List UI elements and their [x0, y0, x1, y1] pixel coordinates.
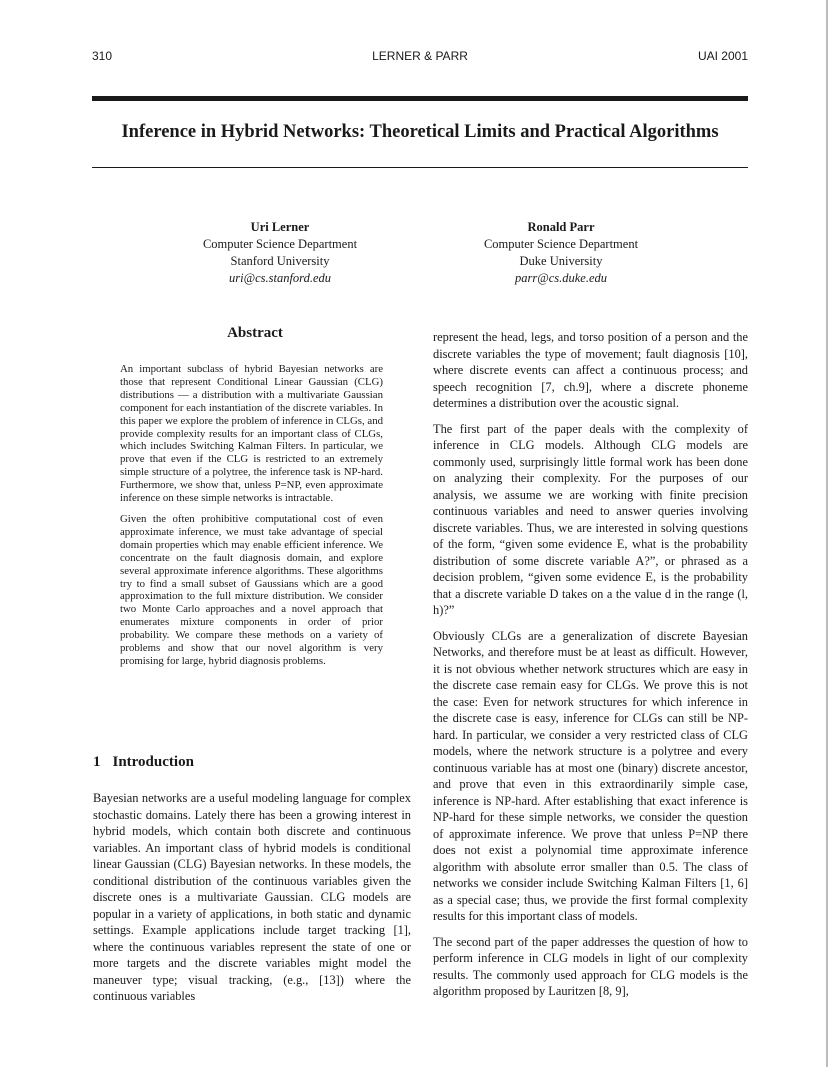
author-email: parr@cs.duke.edu — [514, 271, 608, 285]
section-number: 1 — [93, 754, 101, 770]
author-email: uri@cs.stanford.edu — [228, 271, 331, 285]
author-department: Computer Science Department — [483, 237, 639, 251]
venue-label: UAI 2001 — [697, 49, 748, 63]
author-block-2 — [431, 219, 691, 287]
author-institution: Duke University — [519, 254, 603, 268]
body-paragraph: The second part of the paper addresses the question of how to perform inference in CLG models in light of our complexity results. The commonly used approach for CLG models is the algorithm proposed by Lauritzen [8, 9], — [433, 934, 748, 998]
title-rule-bottom — [92, 167, 748, 168]
body-paragraph: The first part of the paper deals with the complexity of inference in CLG models. Although CLG models are commonly used, surprisingly little formal work has been done on analyzing their complexity. For the purposes of our analysis, we assume we are working with finite precision continuous variables and need to answer queries involving discrete variables. Thus, we are interested in solving questions of the form, “given some evidence E, what is the probability distribution of some discrete variable A?”, or phrased as a decision problem, “given some evidence E, is the probability that a discrete variable D takes on a the value d in the range (l, h)?” — [433, 421, 748, 617]
abstract-paragraph: Given the often prohibitive computational cost of even approximate inference, we must take advantage of special domain properties which may enable efficient inference. We concentrate on the fault diagnosis domain, and explore several approximate inference algorithms. These algorithms try to find a small subset of Gaussians which are a good approximation to the full mixture distribution. We consider two Monte Carlo approaches and a novel approach that enumerates mixture components in order of prior probability. We compare these methods on a variety of problems and show that our novel algorithm is very promising for large, hybrid diagnosis problems. — [120, 512, 383, 667]
running-title: LERNER & PARR — [372, 49, 468, 63]
body-paragraph: represent the head, legs, and torso position of a person and the discrete variables the type of movement; fault diagnosis [10], where discrete events can affect a continuous process; and speech recognition [7, ch.9], where a discrete phoneme determines a distribution over the acoustic signal. — [433, 330, 748, 410]
body-paragraph: Obviously CLGs are a generalization of discrete Bayesian Networks, and therefore must be at least as difficult. However, it is not obvious whether network structures which are easy in the discrete case remain easy for CLGs. We prove this is not the case: Even for network structures for which inference in the discrete case is easy, inference for CLGs can still be NP-hard. In particular, we consider a very restricted class of CLG models, where the network structure is a polytree and every continuous variable has at most one (binary) discrete ancestor, and prove that even in this extraordinarily simple case, inference is NP-hard. After establishing that exact inference is NP-hard for these simple networks, we consider the question of approximate inference. We prove that unless P=NP there does not exist a polynomial time approximate inference algorithm with absolute error smaller than 0.5. The class of networks we consider include Switching Kalman Filters [1, 6] as a special case; thus, we provide the first formal complexity results for this important class of models. — [433, 628, 748, 923]
running-head — [92, 49, 748, 65]
section-heading-introduction — [93, 754, 194, 771]
right-column-body — [433, 329, 748, 1009]
page-number: 310 — [92, 49, 113, 63]
title-rule-top — [92, 96, 748, 101]
author-institution: Stanford University — [230, 254, 330, 268]
author-department: Computer Science Department — [202, 237, 358, 251]
author-name: Ronald Parr — [527, 220, 595, 234]
abstract-heading: Abstract — [227, 325, 283, 341]
abstract-paragraph: An important subclass of hybrid Bayesian networks are those that represent Conditional Linear Gaussian (CLG) distributions — a distribution with a multivariate Gaussian component for each instantiation of the discrete variables. In this paper we explore the problem of inference in CLGs, and provide complexity results for an important class of CLGs, which includes Switching Kalman Filters. In particular, we prove that even if the CLG is restricted to an extremely simple structure of a polytree, the inference task is NP-hard. Furthermore, we show that, unless P=NP, even approximate inference on these simple networks is intractable. — [120, 363, 383, 505]
introduction-body — [93, 790, 411, 1005]
paper-title: Inference in Hybrid Networks: Theoretical Limits and Practical Algorithms — [121, 122, 719, 142]
author-block-1 — [150, 219, 410, 287]
abstract-body — [120, 363, 383, 676]
author-name: Uri Lerner — [250, 220, 310, 234]
body-paragraph: Bayesian networks are a useful modeling language for complex stochastic domains. Lately there has been a growing interest in hybrid models, which contain both discrete and continuous variables. An important class of hybrid models is conditional linear Gaussian (CLG) Bayesian networks. In these models, the conditional distribution of the continuous variables given the discrete ones is a multivariate Gaussian. CLG models are popular in a variety of applications, in both static and dynamic settings. Example applications include target tracking [1], where the continuous variables represent the state of one or more targets and the discrete variables might model the maneuver type; visual tracking, (e.g., [13]) where the continuous variables — [93, 791, 411, 1003]
section-title: Introduction — [112, 754, 194, 770]
